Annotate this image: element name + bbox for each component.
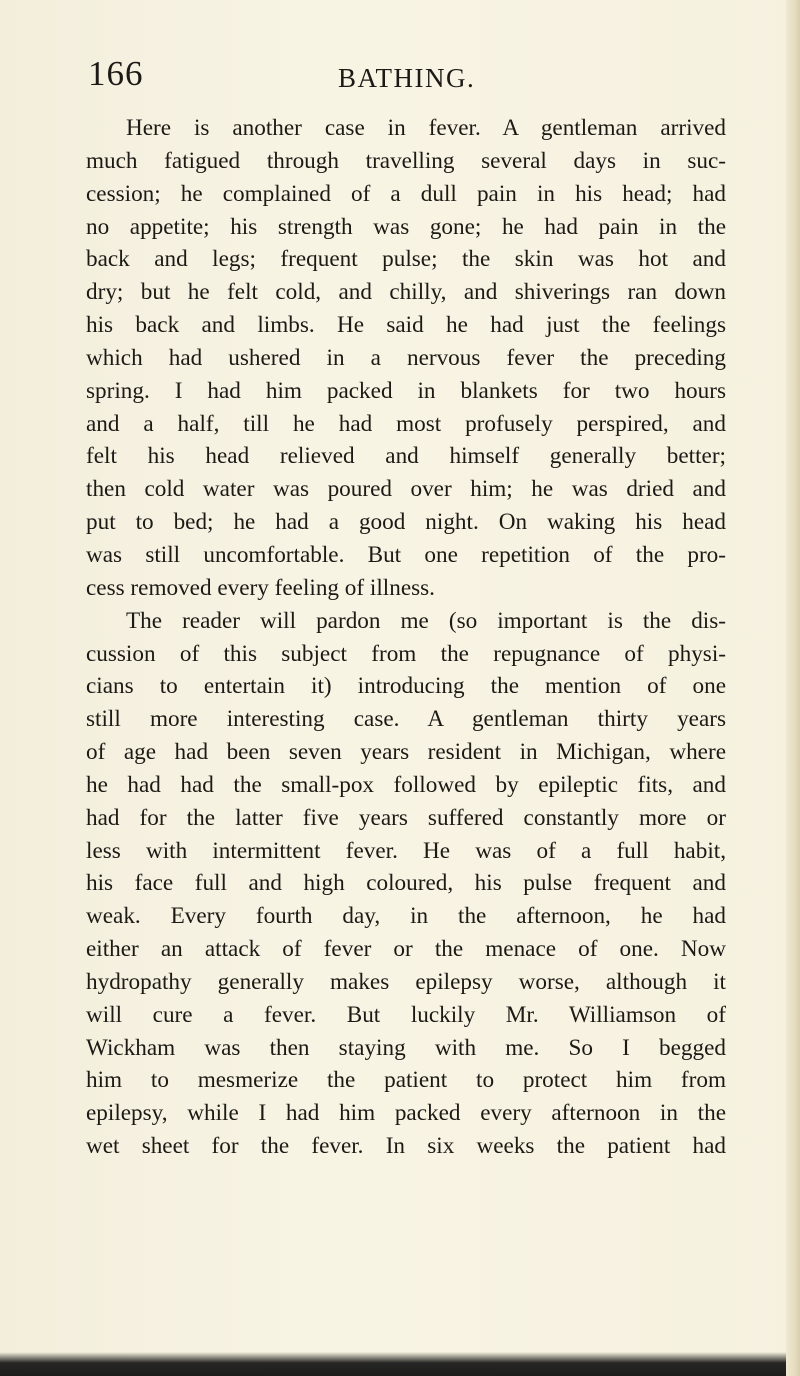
text-line: epilepsy, while I had him packed every afternoon in the — [86, 1100, 726, 1127]
text-line: cians to entertain it) introducing the mention of one — [86, 673, 726, 700]
page-number: 166 — [88, 54, 144, 93]
text-line: and a half, till he had most profusely perspired, and — [86, 410, 726, 437]
text-line: spring. I had him packed in blankets for two hours — [86, 377, 726, 404]
text-line: felt his head relieved and himself generally better; — [86, 443, 726, 470]
text-line: back and legs; frequent pulse; the skin was hot and — [86, 246, 726, 273]
page-edge — [786, 0, 800, 1376]
text-line: cussion of this subject from the repugnance of physi- — [86, 640, 726, 667]
text-line: The reader will pardon me (so important is the dis- — [126, 607, 726, 634]
text-line: much fatigued through travelling several days in suc- — [86, 147, 726, 174]
text-line: wet sheet for the fever. In six weeks the patient had — [86, 1133, 726, 1160]
page-header — [88, 52, 728, 96]
scan-bottom-edge — [0, 1352, 786, 1376]
text-line: less with intermittent fever. He was of a full habit, — [86, 837, 726, 864]
text-line: Here is another case in fever. A gentleman arrived — [126, 115, 726, 141]
text-line: no appetite; his strength was gone; he had pain in the — [86, 213, 726, 240]
text-line: had for the latter five years suffered constantly more or — [86, 804, 726, 831]
text-line: dry; but he felt cold, and chilly, and shiverings ran down — [86, 279, 726, 306]
text-line: his back and limbs. He said he had just the feelings — [86, 312, 726, 339]
text-line: then cold water was poured over him; he was dried and — [86, 476, 726, 503]
text-line: still more interesting case. A gentleman thirty years — [86, 706, 726, 733]
text-line: cess removed every feeling of illness. — [86, 574, 435, 601]
text-line: his face full and high coloured, his pulse frequent and — [86, 870, 726, 897]
text-line: was still uncomfortable. But one repetition of the pro- — [86, 541, 726, 568]
text-line: weak. Every fourth day, in the afternoon, he had — [86, 903, 726, 930]
text-line: will cure a fever. But luckily Mr. Williamson of — [86, 1001, 726, 1028]
text-line: cession; he complained of a dull pain in his head; had — [86, 180, 726, 207]
text-line: he had had the small-pox followed by epileptic fits, and — [86, 771, 726, 798]
text-line: hydropathy generally makes epilepsy worse, although it — [86, 968, 726, 995]
text-line: put to bed; he had a good night. On waking his head — [86, 509, 726, 536]
text-line: which had ushered in a nervous fever the preceding — [86, 344, 726, 371]
text-line: of age had been seven years resident in Michigan, where — [86, 739, 726, 766]
text-line: either an attack of fever or the menace of one. Now — [86, 936, 726, 963]
text-line: Wickham was then staying with me. So I begged — [86, 1034, 726, 1061]
running-head: BATHING. — [338, 63, 476, 93]
body-text — [86, 112, 726, 1163]
text-line: him to mesmerize the patient to protect him from — [86, 1067, 726, 1094]
